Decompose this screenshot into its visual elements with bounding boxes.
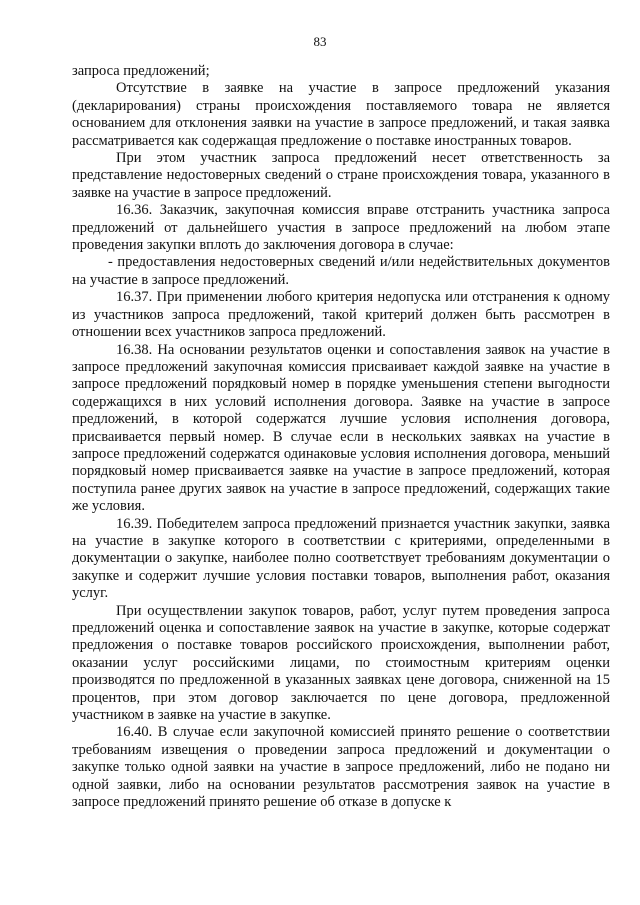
paragraph-16-40: 16.40. В случае если закупочной комиссией принято решение о соответствии требованиям извещения о проведении запроса предложений и документации о закупке только одной заявки на участие в запросе предложений, либо не подано ни одной заявки, либо на основании результатов рассмотрения заявок на участие в запросе предложений принято решение об отказе в допуске к xyxy=(72,724,610,811)
paragraph-participant-responsibility: При этом участник запроса предложений несет ответственность за представление недостоверных сведений о стране происхождения товара, указанного в заявке на участие в запросе предложений. xyxy=(72,150,610,201)
document-body xyxy=(72,63,610,811)
paragraph-russian-origin-evaluation: При осуществлении закупок товаров, работ, услуг путем проведения запроса предложений оценка и сопоставление заявок на участие в закупке, которые содержат предложения о поставке товаров российского происхождения, выполнении работ, оказании услуг российскими лицами, по стоимостным критериям оценки производятся по предложенной в указанных заявках цене договора, сниженной на 15 процентов, при этом договор заключается по цене договора, предложенной участником в заявке на участие в закупке. xyxy=(72,602,610,724)
page-number: 83 xyxy=(313,34,327,49)
paragraph-continuation: запроса предложений; xyxy=(72,63,210,79)
paragraph-origin-declaration: Отсутствие в заявке на участие в запросе предложений указания (декларирования) страны происхождения поставляемого товара не является основанием для отклонения заявки на участие в запросе предложений, и такая заявка рассматривается как содержащая предложение о поставке иностранных товаров. xyxy=(72,80,610,149)
paragraph-16-36: 16.36. Заказчик, закупочная комиссия вправе отстранить участника запроса предложений от дальнейшего участия в запросе предложений на любом этапе проведения закупки вплоть до заключения договора в случае: xyxy=(72,202,610,254)
paragraph-16-38: 16.38. На основании результатов оценки и сопоставления заявок на участие в запросе предложений закупочная комиссия присваивает каждой заявке на участие в запросе предложений порядковый номер в порядке уменьшения степени выгодности содержащихся в них условий исполнения договора. Заявке на участие в запросе предложений, в которой содержатся лучшие условия исполнения договора, присваивается первый номер. В случае если в нескольких заявках на участие в запросе предложений содержатся одинаковые условия исполнения договора, меньший порядковый номер присваивается заявке на участие в запросе предложений, которая поступила ранее других заявок на участие в запросе предложений, содержащих такие же условия. xyxy=(72,341,610,515)
paragraph-list-item: - предоставления недостоверных сведений и/или недействительных документов на участие в запросе предложений. xyxy=(72,254,610,288)
paragraph-16-39: 16.39. Победителем запроса предложений признается участник закупки, заявка на участие в закупке которого в соответствии с критериями, определенными в документации о закупке, наиболее полно соответствует требованиям документации о закупке и содержит лучшие условия поставки товаров, выполнения работ, оказания услуг. xyxy=(72,515,610,602)
paragraph-16-37: 16.37. При применении любого критерия недопуска или отстранения к одному из участников запроса предложений, такой критерий должен быть рассмотрен в отношении всех участников запроса предложений. xyxy=(72,289,610,341)
